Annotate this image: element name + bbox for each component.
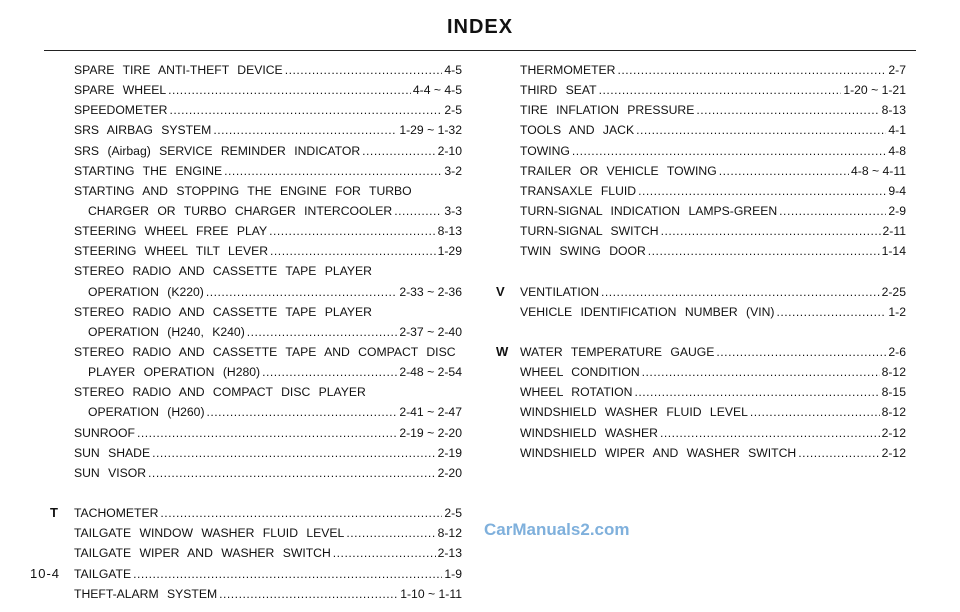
entry-name: STEERING WHEEL FREE PLAY [74,224,268,239]
index-entry [50,181,462,201]
entry-name: TAILGATE WIPER AND WASHER SWITCH [74,546,331,561]
dot-leader [160,503,442,523]
index-entry [50,282,462,302]
entry-page: 3-3 [444,203,462,218]
page-title: INDEX [446,16,514,38]
entry-name: SUNROOF [74,425,135,440]
entry-name: SPEEDOMETER [74,103,168,118]
index-column-right [496,60,906,463]
dot-leader [346,523,435,543]
entry-page: 2-20 [437,465,462,480]
dot-leader [270,241,436,261]
dot-leader [333,543,436,563]
index-entry [50,382,462,402]
entry-name: TURN-SIGNAL INDICATION LAMPS-GREEN [520,203,778,218]
index-entry [50,201,462,221]
entry-name: WHEEL ROTATION [520,385,633,400]
entry-page: 1-20 ~ 1-21 [843,83,906,98]
dot-leader [168,80,411,100]
index-entry [50,463,462,483]
entry-page: 2-41 ~ 2-47 [399,405,462,420]
entry-page: 8-13 [437,224,462,239]
blank-spacer [496,322,906,342]
index-entry [496,141,906,161]
entry-page: 8-12 [881,405,906,420]
entry-page: 2-10 [437,143,462,158]
dot-leader [137,423,397,443]
entry-page: 8-13 [881,103,906,118]
entry-name: STEREO RADIO AND CASSETTE TAPE PLAYER [74,264,372,279]
entry-page: 4-5 [444,63,462,77]
index-column-left [50,60,462,604]
index-entry [496,221,906,241]
dot-leader [133,564,442,584]
title-rule [44,50,916,51]
entry-page: 2-12 [881,425,906,440]
dot-leader [152,443,435,463]
entry-name: VENTILATION [520,284,600,299]
index-entry [50,523,462,543]
index-entry [496,120,906,140]
index-entry [50,402,462,422]
entry-name: STEREO RADIO AND CASSETTE TAPE PLAYER [74,304,372,319]
entry-page: 2-13 [437,546,462,561]
index-entry [496,443,906,463]
index-entry [496,342,906,362]
dot-leader [750,402,880,422]
entry-page: 2-7 [888,63,906,77]
dot-leader [779,201,886,221]
entry-page: 8-15 [881,385,906,400]
entry-page: 2-11 [882,224,906,239]
entry-page: 2-19 [437,445,462,460]
dot-leader [634,382,879,402]
entry-page: 2-33 ~ 2-36 [399,284,462,299]
dot-leader [716,342,886,362]
index-entry [496,80,906,100]
index-entry [496,201,906,221]
dot-leader [719,161,849,181]
entry-name: OPERATION (K220) [88,284,204,299]
dot-leader [269,221,435,241]
entry-name: PLAYER OPERATION (H280) [88,365,261,380]
entry-name: SPARE WHEEL [74,83,167,98]
dot-leader [642,362,880,382]
index-entry [50,80,462,100]
entry-page: 9-4 [888,183,906,198]
dot-leader [262,362,397,382]
index-entry [50,161,462,181]
entry-name: WINDSHIELD WASHER [520,425,658,440]
index-entry [50,584,462,604]
dot-leader [219,584,398,604]
entry-name: WHEEL CONDITION [520,365,640,380]
dot-leader [213,120,397,140]
entry-page: 2-5 [444,506,462,521]
index-entry [50,120,462,140]
entry-page: 8-12 [881,365,906,380]
entry-name: STEREO RADIO AND COMPACT DISC PLAYER [74,385,366,400]
entry-name: STEREO RADIO AND CASSETTE TAPE AND COMPACT DISC [74,344,456,359]
entry-page: 2-12 [881,445,906,460]
entry-name: STARTING THE ENGINE [74,163,223,178]
index-entry [50,342,462,362]
dot-leader [638,181,886,201]
index-entry [50,221,462,241]
dot-leader [394,201,442,221]
index-entry [50,503,462,523]
entry-name: CHARGER OR TURBO CHARGER INTERCOOLER [88,203,393,218]
index-entry [496,423,906,443]
index-entry [50,100,462,120]
index-entry [50,543,462,563]
index-entry [496,362,906,382]
entry-page: 2-9 [888,203,906,218]
page-number: 10-4 [30,566,61,581]
section-letter: W [496,343,509,359]
entry-page: 4-1 [888,123,906,138]
entry-page: 2-25 [881,284,906,299]
entry-name: SUN SHADE [74,445,151,460]
entry-page: 2-19 ~ 2-20 [399,425,462,440]
entry-page: 1-2 [888,304,906,319]
dot-leader [776,302,886,322]
dot-leader [362,141,435,161]
entry-page: 1-29 ~ 1-32 [399,123,462,138]
index-entry [50,362,462,382]
blank-spacer [496,261,906,281]
entry-page: 2-6 [888,344,906,359]
entry-name: WATER TEMPERATURE GAUGE [520,344,715,359]
entry-name: TRANSAXLE FLUID [520,183,637,198]
entry-page: 4-8 ~ 4-11 [851,163,906,178]
dot-leader [617,60,886,80]
entry-name: TIRE INFLATION PRESSURE [520,103,695,118]
entry-name: THERMOMETER [520,63,616,77]
entry-name: TURN-SIGNAL SWITCH [520,224,659,239]
entry-name: OPERATION (H260) [88,405,205,420]
index-entry [496,100,906,120]
index-entry [496,402,906,422]
entry-name: TOWING [520,143,570,158]
index-entry [496,302,906,322]
entry-page: 1-29 [437,244,462,259]
entry-page: 2-37 ~ 2-40 [399,324,462,339]
entry-page: 2-48 ~ 2-54 [399,365,462,380]
index-entry [50,60,462,80]
entry-page: 1-9 [444,566,462,581]
entry-name: TWIN SWING DOOR [520,244,646,259]
index-entry [50,241,462,261]
index-entry [50,564,462,584]
entry-name: SUN VISOR [74,465,147,480]
index-entry [496,241,906,261]
entry-name: STEERING WHEEL TILT LEVER [74,244,269,259]
entry-page: 3-2 [444,163,462,178]
dot-leader [285,60,443,80]
blank-spacer [50,483,462,503]
dot-leader [169,100,442,120]
section-letter: V [496,283,505,299]
entry-name: TOOLS AND JACK [520,123,635,138]
index-entry [496,60,906,80]
entry-page: 1-10 ~ 1-11 [400,586,462,601]
index-entry [496,161,906,181]
entry-name: VEHICLE IDENTIFICATION NUMBER (VIN) [520,304,775,319]
index-entry [50,261,462,281]
index-entry [496,382,906,402]
entry-name: STARTING AND STOPPING THE ENGINE FOR TURBO [74,183,412,198]
entry-name: OPERATION (H240, K240) [88,324,245,339]
dot-leader [696,100,879,120]
dot-leader [648,241,880,261]
index-entry [50,443,462,463]
entry-name: TRAILER OR VEHICLE TOWING [520,163,717,178]
entry-name: THEFT-ALARM SYSTEM [74,586,218,601]
entry-name: WINDSHIELD WASHER FLUID LEVEL [520,405,748,420]
entry-page: 4-4 ~ 4-5 [412,83,462,98]
dot-leader [206,282,397,302]
entry-page: 2-5 [444,103,462,118]
entry-name: SRS AIRBAG SYSTEM [74,123,212,138]
index-entry [50,141,462,161]
entry-name: TAILGATE [74,566,132,581]
entry-name: SPARE TIRE ANTI-THEFT DEVICE [74,63,283,77]
index-entry [496,181,906,201]
dot-leader [247,322,398,342]
dot-leader [148,463,436,483]
entry-page: 1-14 [881,244,906,259]
entry-name: TAILGATE WINDOW WASHER FLUID LEVEL [74,526,345,541]
section-letter: T [50,505,58,521]
index-entry [50,302,462,322]
watermark: CarManuals2.com [484,520,630,539]
dot-leader [661,221,881,241]
dot-leader [572,141,887,161]
dot-leader [636,120,886,140]
dot-leader [599,80,842,100]
entry-page: 4-8 [888,143,906,158]
entry-name: SRS (Airbag) SERVICE REMINDER INDICATOR [74,143,361,158]
dot-leader [660,423,880,443]
index-entry [50,423,462,443]
entry-page: 8-12 [437,526,462,541]
entry-name: WINDSHIELD WIPER AND WASHER SWITCH [520,445,797,460]
index-entry [496,282,906,302]
entry-name: THIRD SEAT [520,83,597,98]
dot-leader [224,161,442,181]
dot-leader [601,282,880,302]
dot-leader [798,443,879,463]
dot-leader [207,402,398,422]
index-entry [50,322,462,342]
entry-name: TACHOMETER [74,506,159,521]
